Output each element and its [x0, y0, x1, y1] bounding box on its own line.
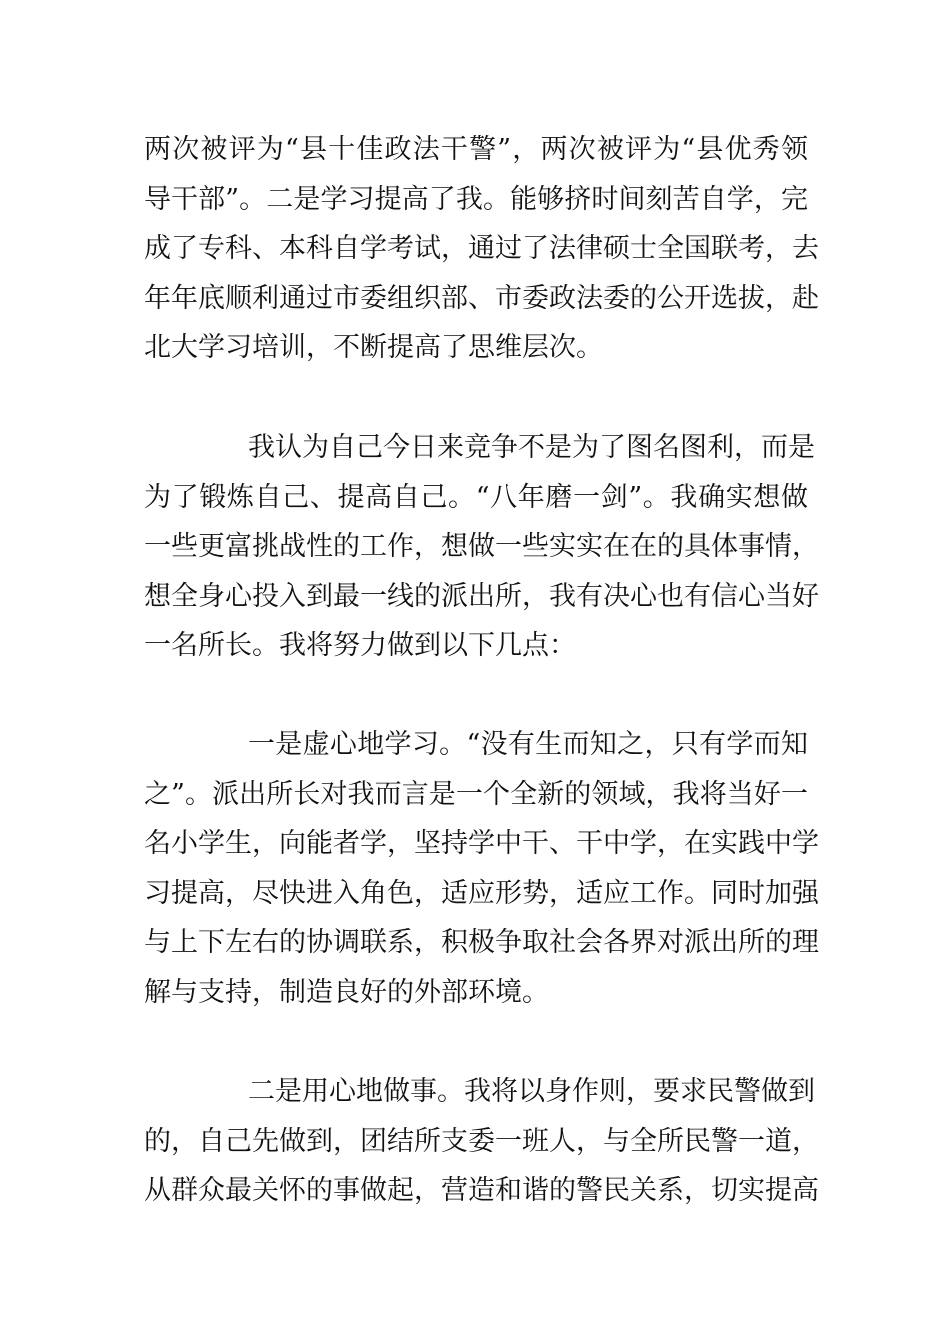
text-line: 北大学习培训，不断提高了思维层次。: [144, 332, 603, 363]
paragraph-working: [144, 1067, 819, 1216]
text-line: 我认为自己今日来竞争不是为了图名图利，而是: [248, 432, 815, 463]
text-line: 一些更富挑战性的工作，想做一些实实在在的具体事情，: [144, 531, 819, 562]
text-line: 为了锻炼自己、提高自己。“八年磨一剑”。我确实想做: [144, 481, 808, 513]
text-line: 一是虚心地学习。“没有生而知之，只有学而知: [248, 729, 808, 760]
paragraph-motivation: [144, 423, 819, 671]
text-line: 两次被评为“县十佳政法干警”，两次被评为“县优秀领: [144, 134, 808, 165]
paragraph-achievements: [144, 125, 819, 373]
text-line: 导干部”。二是学习提高了我。能够挤时间刻苦自学，完: [144, 183, 808, 215]
text-line: 之”。派出所长对我而言是一个全新的领域，我将当好一: [144, 778, 808, 810]
text-line: 二是用心地做事。我将以身作则，要求民警做到: [248, 1076, 815, 1107]
text-line: 一名所长。我将努力做到以下几点：: [144, 630, 576, 661]
text-line: 的，自己先做到，团结所支委一班人，与全所民警一道，: [144, 1125, 819, 1157]
text-line: 习提高，尽快进入角色，适应形势，适应工作。同时加强: [144, 877, 819, 909]
text-line: 与上下左右的协调联系，积极争取社会各界对派出所的理: [144, 927, 819, 958]
text-line: 名小学生，向能者学，坚持学中干、干中学，在实践中学: [144, 828, 819, 859]
paragraph-learning: [144, 720, 819, 1017]
text-line: 成了专科、本科自学考试，通过了法律硕士全国联考，去: [144, 233, 819, 264]
text-line: 解与支持，制造良好的外部环境。: [144, 976, 549, 1008]
text-line: 从群众最关怀的事做起，营造和谐的警民关系，切实提高: [144, 1175, 819, 1206]
text-line: 想全身心投入到最一线的派出所，我有决心也有信心当好: [144, 580, 819, 612]
text-line: 年年底顺利通过市委组织部、市委政法委的公开选拔，赴: [144, 282, 819, 314]
